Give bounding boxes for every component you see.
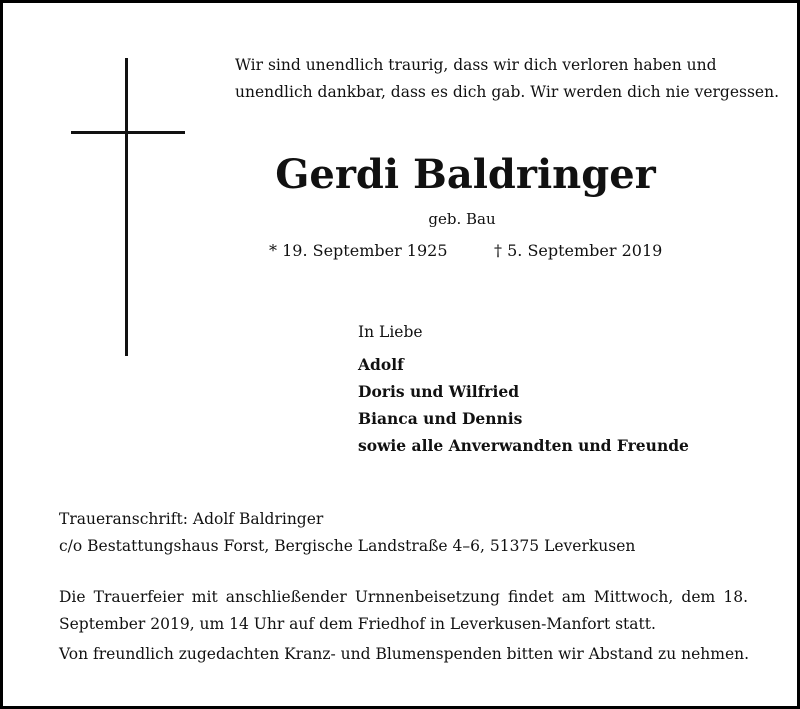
- ceremony-details: Die Trauerfeier mit anschließender Urnnenbeisetzung findet am Mittwoch, dem 18. September 2019, um 14 Uhr auf dem Friedhof in Leverkusen-Manfort statt.: [59, 588, 748, 633]
- maiden-name: geb. Bau: [428, 210, 496, 228]
- mourner-name: Adolf: [358, 355, 404, 374]
- quote-line-2: unendlich dankbar, dass es dich gab. Wir werden dich nie vergessen.: [235, 83, 780, 101]
- deceased-name: Gerdi Baldringer: [275, 151, 656, 198]
- death-date: † 5. September 2019: [494, 241, 663, 260]
- mourner-name: Doris und Wilfried: [358, 382, 520, 401]
- cross-icon-crossbar: [71, 131, 185, 134]
- memorial-quote: [235, 52, 780, 106]
- mourner-name: sowie alle Anverwandten und Freunde: [358, 436, 689, 455]
- flowers-note: Von freundlich zugedachten Kranz- und Blumenspenden bitten wir Abstand zu nehmen.: [59, 645, 750, 663]
- quote-line-1: Wir sind unendlich traurig, dass wir dich verloren haben und: [235, 56, 717, 74]
- mourners-intro: In Liebe: [358, 323, 423, 341]
- mourners-list: [358, 351, 689, 459]
- address-line-2: c/o Bestattungshaus Forst, Bergische Landstraße 4–6, 51375 Leverkusen: [59, 537, 636, 555]
- address-line-1: Traueranschrift: Adolf Baldringer: [59, 510, 324, 528]
- mourning-address: [59, 506, 635, 560]
- cross-icon: [125, 58, 128, 356]
- mourner-name: Bianca und Dennis: [358, 409, 523, 428]
- birth-date: * 19. September 1925: [269, 241, 448, 260]
